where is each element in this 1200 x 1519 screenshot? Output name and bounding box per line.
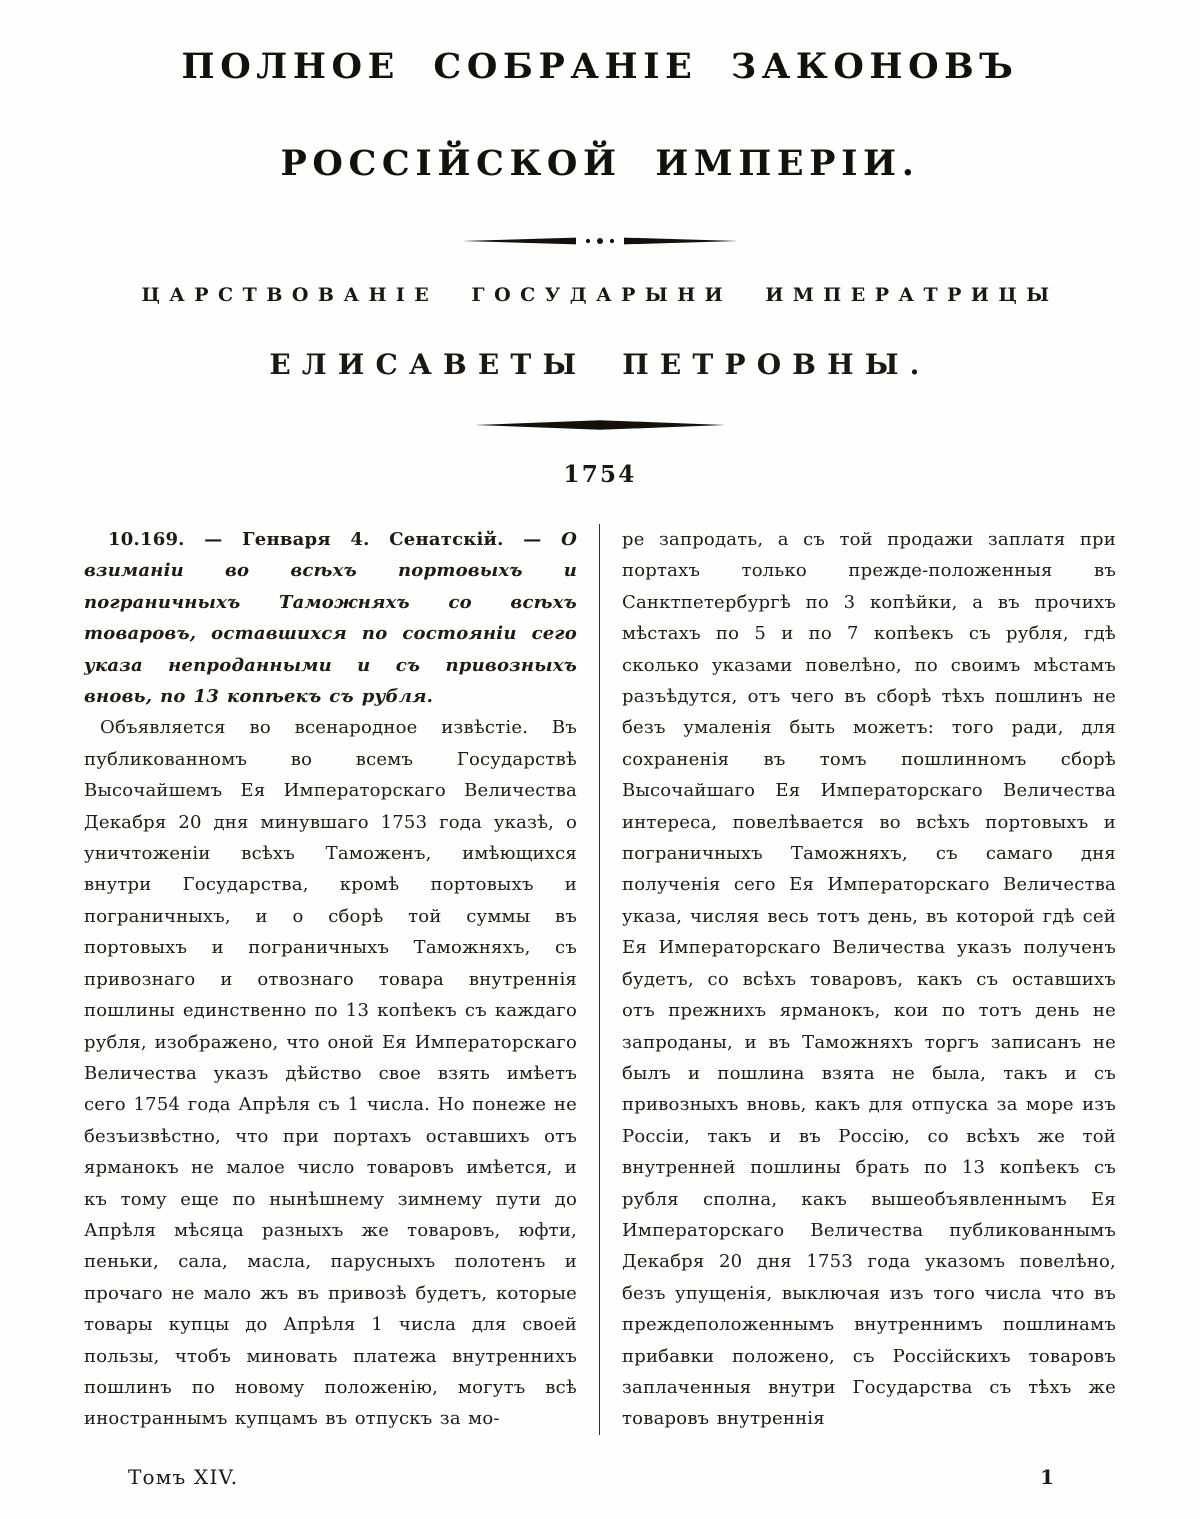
body-text-left: Объявляется во всенародное извѣстіе. Въ публикованномъ во всемъ Государствѣ Высочайшемъ Ея Императорскаго Величества Декабря 20 дня минувшаго 1753 года указѣ, о уничтоженіи всѣхъ Таможенъ, имѣющихся внутри Государства, кромѣ портовыхъ и пограничныхъ, и о сборѣ той суммы въ портовыхъ и пограничныхъ Таможняхъ, съ привознаго и отвознаго товара внутреннія пошлины единственно по 13 копѣекъ съ каждаго рубля, изображено, что оной Ея Императорскаго Величества указъ дѣйство свое взять имѣетъ сего 1754 года Апрѣля съ 1 числа. Но понеже не безъизвѣстно, что при портахъ оставшихъ отъ ярманокъ не малое число товаровъ имѣется, и къ тому еще по нынѣшнему зимнему пути до Апрѣля мѣсяца разныхъ же товаровъ, юфти, пеньки, сала, масла, парусныхъ полотенъ и прочаго не мало жъ въ привозѣ будетъ, которые товары купцы до Апрѣля 1 числа для своей пользы, чтобъ миновать платежа внутреннихъ пошлинъ по новому положенію, могутъ всѣ иностраннымъ купцамъ въ отпускъ за мо- [84, 717, 577, 1430]
top-divider [84, 234, 1116, 248]
middle-divider [84, 419, 1116, 431]
tapered-rule-with-center-dots-icon [460, 234, 740, 248]
page-footer [84, 1461, 1116, 1489]
year-heading: 1754 [563, 461, 637, 488]
text-columns [84, 524, 1116, 1435]
page-number: 1 [1040, 1465, 1054, 1489]
spindle-rule-icon [475, 419, 725, 431]
left-column [84, 524, 600, 1435]
reign-heading: ЦАРСТВОВАНІЕ ГОСУДАРЫНИ ИМПЕРАТРИЦЫ [141, 284, 1059, 306]
volume-label: Томъ XIV. [128, 1465, 239, 1489]
right-column [600, 524, 1116, 1435]
page-subtitle: РОССІЙСКОЙ ИМПЕРІИ. [280, 143, 920, 184]
article-abstract: О взиманіи во всѣхъ портовыхъ и пограничныхъ Таможняхъ со всѣхъ товаровъ, оставшихся по состояніи сего указа непроданными и съ привозныхъ вновь, по 13 копѣекъ съ рубля. [84, 529, 577, 708]
body-text-right: ре запродать, а съ той продажи заплатя при портахъ только прежде-положенныя въ Санктпетербургѣ по 3 копѣйки, а въ прочихъ мѣстахъ по 5 и по 7 копѣекъ съ рубля, гдѣ сколько указами повелѣно, по своимъ мѣстамъ разъѣдутся, отъ чего въ сборѣ тѣхъ пошлинъ не безъ умаленія быть можетъ: того ради, для сохраненія въ томъ пошлинномъ сборѣ Высочайшаго Ея Императорскаго Величества интереса, повелѣвается во всѣхъ портовыхъ и пограничныхъ Таможняхъ, съ самаго дня полученія сего Ея Императорскаго Величества указа, числяя весь тотъ день, въ которой гдѣ сей Ея Императорскаго Величества указъ полученъ будетъ, со всѣхъ товаровъ, какъ съ оставшихъ отъ прежнихъ ярманокъ, кои по тотъ день не запроданы, и въ Таможняхъ торгъ записанъ не былъ и пошлина взята не была, такъ и съ привозныхъ вновь, какъ для отпуска за море изъ Россіи, такъ и въ Россію, со всѣхъ же той внутренней пошлины брать по 13 копѣекъ съ рубля сполна, какъ вышеобъявленнымъ Ея Императорскаго Величества публикованнымъ Декабря 20 дня 1753 года указомъ повелѣно, безъ упущенія, выключая изъ того числа что въ преждеположеннымъ внутреннимъ пошлинамъ прибавки положено, съ Россійскихъ товаровъ заплаченныя внутри Государства съ тѣхъ же товаровъ внутреннія [622, 529, 1116, 1430]
article-number: 10.169. — Генваря 4. Сенатскій. — [108, 529, 542, 550]
page-title: ПОЛНОЕ СОБРАНІЕ ЗАКОНОВЪ [181, 46, 1019, 87]
article-headnote [84, 524, 577, 712]
empress-name-heading: ЕЛИСАВЕТЫ ПЕТРОВНЫ. [269, 348, 931, 381]
